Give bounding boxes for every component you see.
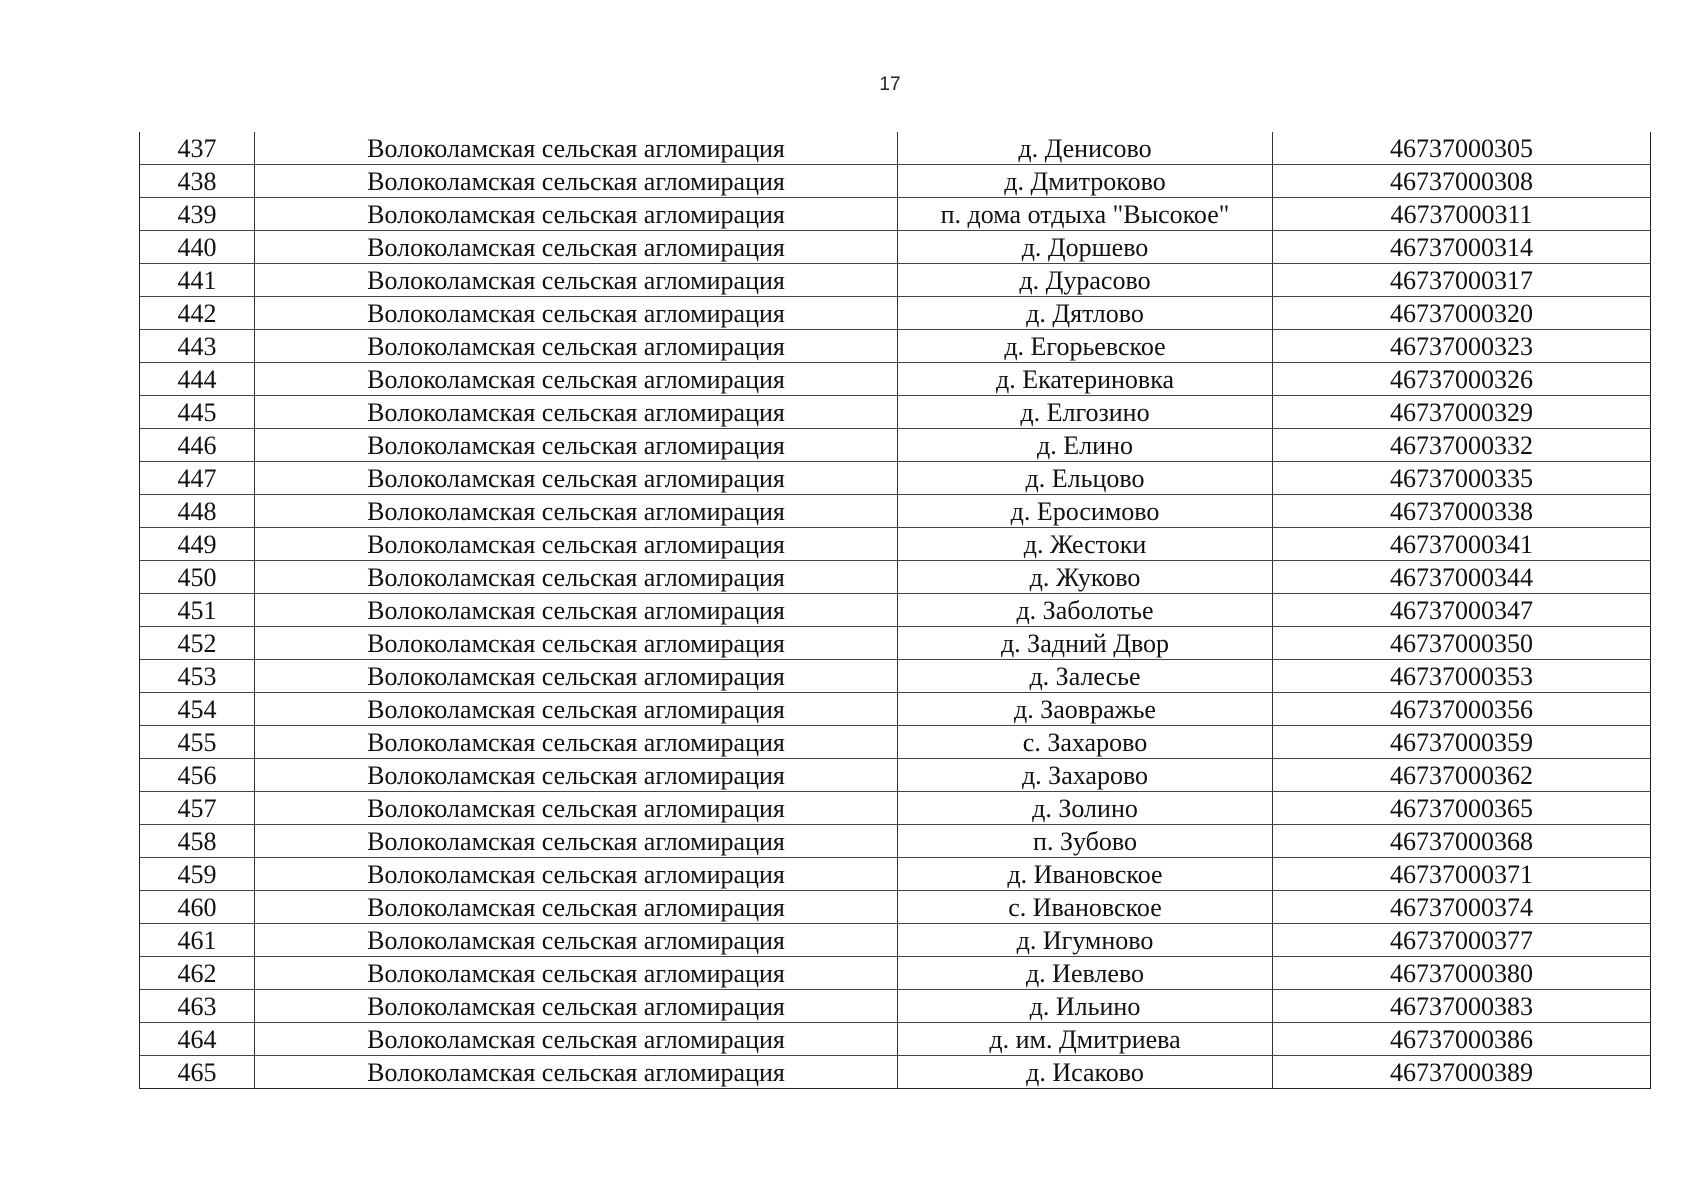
locality-cell: д. Золино bbox=[898, 792, 1273, 825]
table-row bbox=[140, 297, 1651, 330]
table-row bbox=[140, 825, 1651, 858]
oktmo-code-cell: 46737000362 bbox=[1273, 759, 1651, 792]
oktmo-code-cell: 46737000389 bbox=[1273, 1056, 1651, 1089]
table-row bbox=[140, 990, 1651, 1023]
table-row bbox=[140, 1023, 1651, 1056]
oktmo-code-cell: 46737000374 bbox=[1273, 891, 1651, 924]
locality-cell: д. Елино bbox=[898, 429, 1273, 462]
locality-cell: д. Захарово bbox=[898, 759, 1273, 792]
table-row bbox=[140, 231, 1651, 264]
row-number-cell: 452 bbox=[140, 627, 255, 660]
row-number-cell: 446 bbox=[140, 429, 255, 462]
table-row bbox=[140, 429, 1651, 462]
table-row bbox=[140, 495, 1651, 528]
settlements-table-body bbox=[140, 132, 1651, 1089]
locality-cell: п. дома отдыха "Высокое" bbox=[898, 198, 1273, 231]
agglomeration-cell: Волоколамская сельская агломирация bbox=[255, 1056, 898, 1089]
row-number-cell: 439 bbox=[140, 198, 255, 231]
oktmo-code-cell: 46737000341 bbox=[1273, 528, 1651, 561]
oktmo-code-cell: 46737000332 bbox=[1273, 429, 1651, 462]
agglomeration-cell: Волоколамская сельская агломирация bbox=[255, 264, 898, 297]
agglomeration-cell: Волоколамская сельская агломирация bbox=[255, 297, 898, 330]
locality-cell: д. Елгозино bbox=[898, 396, 1273, 429]
locality-cell: д. Заболотье bbox=[898, 594, 1273, 627]
agglomeration-cell: Волоколамская сельская агломирация bbox=[255, 1023, 898, 1056]
agglomeration-cell: Волоколамская сельская агломирация bbox=[255, 990, 898, 1023]
table-row bbox=[140, 561, 1651, 594]
row-number-cell: 440 bbox=[140, 231, 255, 264]
agglomeration-cell: Волоколамская сельская агломирация bbox=[255, 924, 898, 957]
agglomeration-cell: Волоколамская сельская агломирация bbox=[255, 726, 898, 759]
agglomeration-cell: Волоколамская сельская агломирация bbox=[255, 660, 898, 693]
row-number-cell: 457 bbox=[140, 792, 255, 825]
row-number-cell: 460 bbox=[140, 891, 255, 924]
table-row bbox=[140, 858, 1651, 891]
oktmo-code-cell: 46737000350 bbox=[1273, 627, 1651, 660]
locality-cell: д. Ельцово bbox=[898, 462, 1273, 495]
agglomeration-cell: Волоколамская сельская агломирация bbox=[255, 396, 898, 429]
oktmo-code-cell: 46737000359 bbox=[1273, 726, 1651, 759]
settlements-table bbox=[139, 132, 1651, 1089]
agglomeration-cell: Волоколамская сельская агломирация bbox=[255, 627, 898, 660]
table-row bbox=[140, 165, 1651, 198]
oktmo-code-cell: 46737000311 bbox=[1273, 198, 1651, 231]
oktmo-code-cell: 46737000365 bbox=[1273, 792, 1651, 825]
row-number-cell: 450 bbox=[140, 561, 255, 594]
page-number: 17 bbox=[879, 74, 901, 95]
table-row bbox=[140, 891, 1651, 924]
locality-cell: д. Жуково bbox=[898, 561, 1273, 594]
agglomeration-cell: Волоколамская сельская агломирация bbox=[255, 594, 898, 627]
oktmo-code-cell: 46737000320 bbox=[1273, 297, 1651, 330]
row-number-cell: 459 bbox=[140, 858, 255, 891]
row-number-cell: 455 bbox=[140, 726, 255, 759]
locality-cell: д. Денисово bbox=[898, 132, 1273, 165]
locality-cell: д. Егорьевское bbox=[898, 330, 1273, 363]
oktmo-code-cell: 46737000314 bbox=[1273, 231, 1651, 264]
locality-cell: д. Екатериновка bbox=[898, 363, 1273, 396]
locality-cell: д. Дмитроково bbox=[898, 165, 1273, 198]
row-number-cell: 462 bbox=[140, 957, 255, 990]
locality-cell: д. Ивановское bbox=[898, 858, 1273, 891]
locality-cell: с. Ивановское bbox=[898, 891, 1273, 924]
oktmo-code-cell: 46737000383 bbox=[1273, 990, 1651, 1023]
oktmo-code-cell: 46737000329 bbox=[1273, 396, 1651, 429]
oktmo-code-cell: 46737000308 bbox=[1273, 165, 1651, 198]
table-row bbox=[140, 1056, 1651, 1089]
oktmo-code-cell: 46737000323 bbox=[1273, 330, 1651, 363]
row-number-cell: 448 bbox=[140, 495, 255, 528]
agglomeration-cell: Волоколамская сельская агломирация bbox=[255, 429, 898, 462]
oktmo-code-cell: 46737000353 bbox=[1273, 660, 1651, 693]
agglomeration-cell: Волоколамская сельская агломирация bbox=[255, 495, 898, 528]
locality-cell: д. Дятлово bbox=[898, 297, 1273, 330]
agglomeration-cell: Волоколамская сельская агломирация bbox=[255, 693, 898, 726]
row-number-cell: 437 bbox=[140, 132, 255, 165]
table-row bbox=[140, 627, 1651, 660]
locality-cell: д. им. Дмитриева bbox=[898, 1023, 1273, 1056]
oktmo-code-cell: 46737000371 bbox=[1273, 858, 1651, 891]
agglomeration-cell: Волоколамская сельская агломирация bbox=[255, 132, 898, 165]
oktmo-code-cell: 46737000386 bbox=[1273, 1023, 1651, 1056]
table-row bbox=[140, 924, 1651, 957]
oktmo-code-cell: 46737000380 bbox=[1273, 957, 1651, 990]
oktmo-code-cell: 46737000368 bbox=[1273, 825, 1651, 858]
oktmo-code-cell: 46737000356 bbox=[1273, 693, 1651, 726]
table-row bbox=[140, 957, 1651, 990]
row-number-cell: 458 bbox=[140, 825, 255, 858]
table-row bbox=[140, 363, 1651, 396]
oktmo-code-cell: 46737000326 bbox=[1273, 363, 1651, 396]
row-number-cell: 443 bbox=[140, 330, 255, 363]
locality-cell: д. Залесье bbox=[898, 660, 1273, 693]
table-row bbox=[140, 330, 1651, 363]
table-row bbox=[140, 132, 1651, 165]
table-row bbox=[140, 693, 1651, 726]
row-number-cell: 442 bbox=[140, 297, 255, 330]
row-number-cell: 451 bbox=[140, 594, 255, 627]
row-number-cell: 456 bbox=[140, 759, 255, 792]
oktmo-code-cell: 46737000305 bbox=[1273, 132, 1651, 165]
oktmo-code-cell: 46737000347 bbox=[1273, 594, 1651, 627]
locality-cell: д. Иевлево bbox=[898, 957, 1273, 990]
table-row bbox=[140, 759, 1651, 792]
locality-cell: д. Исаково bbox=[898, 1056, 1273, 1089]
row-number-cell: 454 bbox=[140, 693, 255, 726]
table-row bbox=[140, 462, 1651, 495]
oktmo-code-cell: 46737000317 bbox=[1273, 264, 1651, 297]
agglomeration-cell: Волоколамская сельская агломирация bbox=[255, 330, 898, 363]
locality-cell: д. Ильино bbox=[898, 990, 1273, 1023]
locality-cell: с. Захарово bbox=[898, 726, 1273, 759]
locality-cell: д. Еросимово bbox=[898, 495, 1273, 528]
row-number-cell: 449 bbox=[140, 528, 255, 561]
locality-cell: д. Доршево bbox=[898, 231, 1273, 264]
agglomeration-cell: Волоколамская сельская агломирация bbox=[255, 792, 898, 825]
locality-cell: д. Жестоки bbox=[898, 528, 1273, 561]
table-row bbox=[140, 198, 1651, 231]
table-row bbox=[140, 792, 1651, 825]
row-number-cell: 441 bbox=[140, 264, 255, 297]
table-row bbox=[140, 396, 1651, 429]
row-number-cell: 447 bbox=[140, 462, 255, 495]
row-number-cell: 464 bbox=[140, 1023, 255, 1056]
agglomeration-cell: Волоколамская сельская агломирация bbox=[255, 462, 898, 495]
agglomeration-cell: Волоколамская сельская агломирация bbox=[255, 825, 898, 858]
agglomeration-cell: Волоколамская сельская агломирация bbox=[255, 165, 898, 198]
agglomeration-cell: Волоколамская сельская агломирация bbox=[255, 231, 898, 264]
table-row bbox=[140, 264, 1651, 297]
oktmo-code-cell: 46737000344 bbox=[1273, 561, 1651, 594]
agglomeration-cell: Волоколамская сельская агломирация bbox=[255, 528, 898, 561]
locality-cell: д. Дурасово bbox=[898, 264, 1273, 297]
agglomeration-cell: Волоколамская сельская агломирация bbox=[255, 891, 898, 924]
row-number-cell: 445 bbox=[140, 396, 255, 429]
oktmo-code-cell: 46737000377 bbox=[1273, 924, 1651, 957]
table-row bbox=[140, 660, 1651, 693]
locality-cell: д. Задний Двор bbox=[898, 627, 1273, 660]
agglomeration-cell: Волоколамская сельская агломирация bbox=[255, 957, 898, 990]
oktmo-code-cell: 46737000335 bbox=[1273, 462, 1651, 495]
row-number-cell: 463 bbox=[140, 990, 255, 1023]
agglomeration-cell: Волоколамская сельская агломирация bbox=[255, 363, 898, 396]
oktmo-code-cell: 46737000338 bbox=[1273, 495, 1651, 528]
locality-cell: д. Заовражье bbox=[898, 693, 1273, 726]
row-number-cell: 444 bbox=[140, 363, 255, 396]
table-row bbox=[140, 528, 1651, 561]
agglomeration-cell: Волоколамская сельская агломирация bbox=[255, 759, 898, 792]
row-number-cell: 461 bbox=[140, 924, 255, 957]
locality-cell: д. Игумново bbox=[898, 924, 1273, 957]
agglomeration-cell: Волоколамская сельская агломирация bbox=[255, 198, 898, 231]
agglomeration-cell: Волоколамская сельская агломирация bbox=[255, 858, 898, 891]
row-number-cell: 465 bbox=[140, 1056, 255, 1089]
agglomeration-cell: Волоколамская сельская агломирация bbox=[255, 561, 898, 594]
table-row bbox=[140, 594, 1651, 627]
row-number-cell: 453 bbox=[140, 660, 255, 693]
table-row bbox=[140, 726, 1651, 759]
locality-cell: п. Зубово bbox=[898, 825, 1273, 858]
row-number-cell: 438 bbox=[140, 165, 255, 198]
